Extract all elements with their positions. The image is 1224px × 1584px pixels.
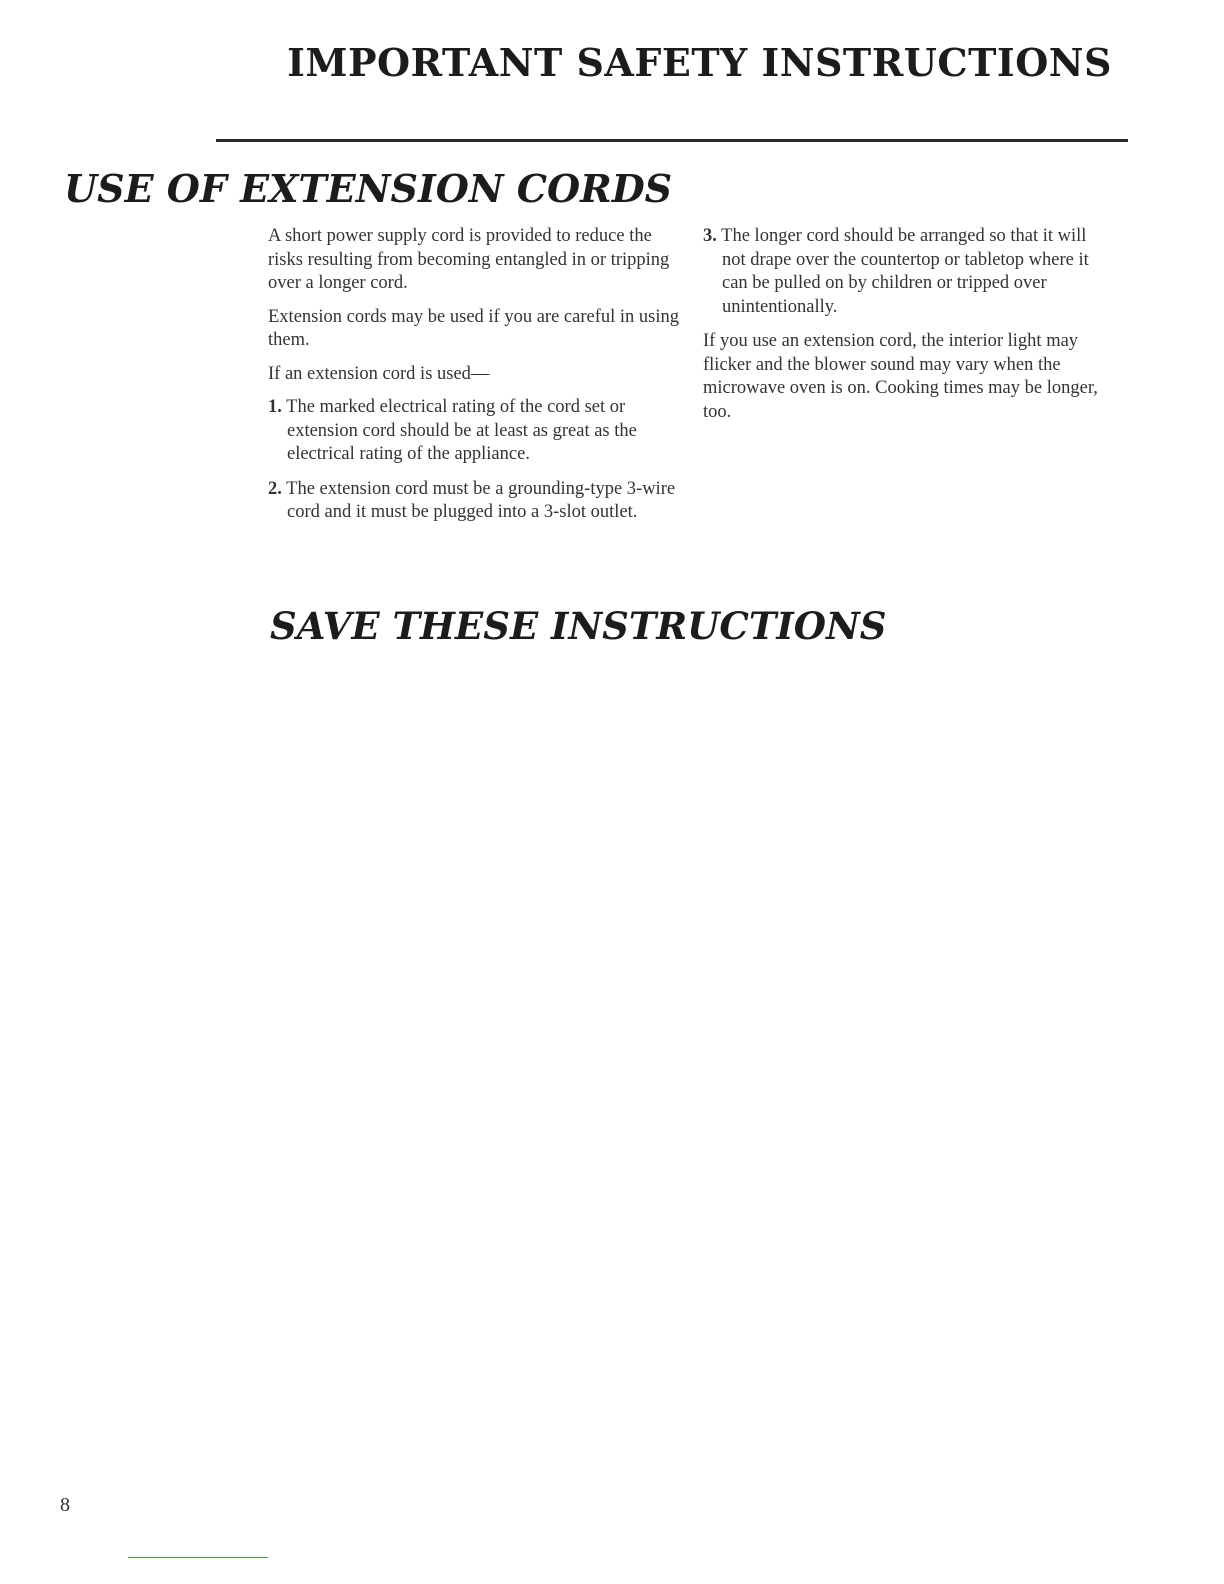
right-column bbox=[703, 225, 1113, 434]
intro-paragraph: A short power supply cord is provided to reduce the risks resulting from becoming entangled in or tripping over a longer cord. bbox=[268, 226, 670, 293]
footer-line bbox=[128, 1557, 268, 1558]
list-number: 3. bbox=[703, 226, 717, 246]
header-divider bbox=[216, 139, 1128, 142]
section-title: USE OF EXTENSION CORDS bbox=[64, 166, 673, 211]
list-text: The extension cord must be a grounding-type 3-wire cord and it must be plugged into a 3-slot outlet. bbox=[281, 478, 676, 522]
list-number: 2. bbox=[268, 478, 282, 499]
left-column bbox=[268, 225, 680, 536]
list-text: The longer cord should be arranged so that it will not drape over the countertop or tabletop where it can be pulled on by children or tripped over unintentionally. bbox=[716, 226, 1089, 317]
list-text: The marked electrical rating of the cord set or extension cord should be at least as great as the electrical rating of the appliance. bbox=[281, 397, 637, 464]
page-header-title: IMPORTANT SAFETY INSTRUCTIONS bbox=[287, 40, 1112, 85]
save-instructions-title: SAVE THESE INSTRUCTIONS bbox=[270, 604, 887, 648]
list-number: 1. bbox=[268, 397, 282, 417]
effects-paragraph: If you use an extension cord, the interior light may flicker and the blower sound may vary when the microwave oven is on. Cooking times may be longer, too. bbox=[703, 331, 1098, 422]
list-item-3 bbox=[703, 225, 1113, 319]
careful-paragraph: Extension cords may be used if you are careful in using them. bbox=[268, 306, 679, 350]
condition-paragraph: If an extension cord is used— bbox=[268, 363, 490, 384]
list-item-1 bbox=[268, 396, 680, 467]
page-number: 8 bbox=[60, 1494, 70, 1516]
list-item-2 bbox=[268, 478, 680, 525]
